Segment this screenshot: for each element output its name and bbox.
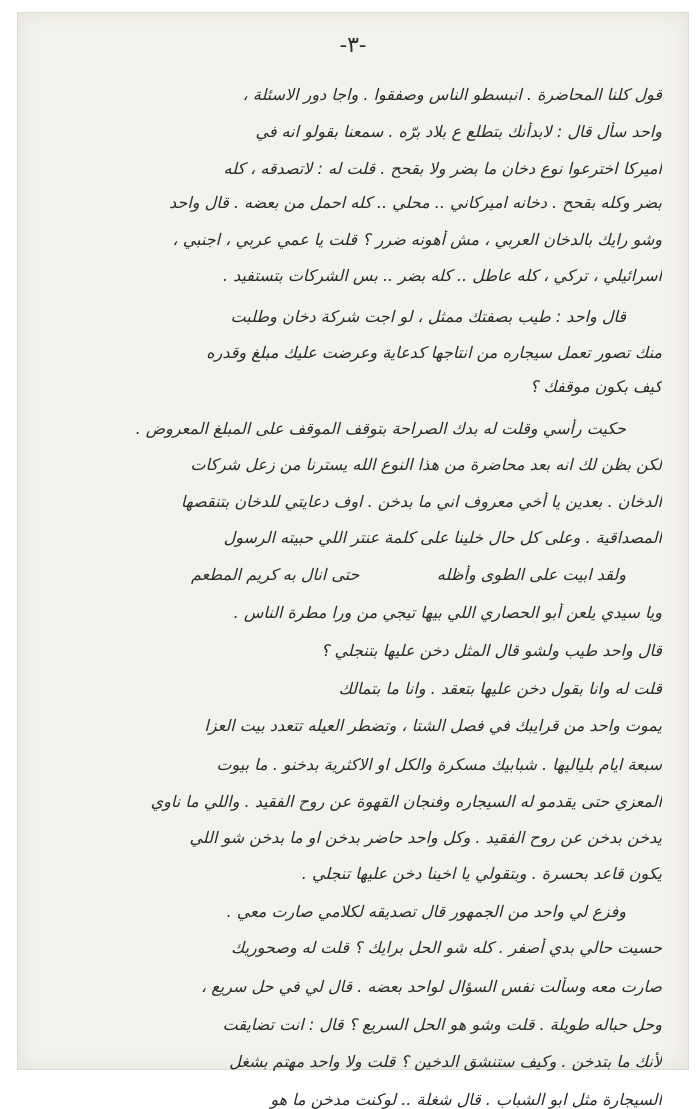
manuscript-line: قال واحد : طيب بصفتك ممثل ، لو اجت شركة دخان وطلبت	[230, 307, 626, 326]
manuscript-line: سبعة ايام بلياليها . شبابيك مسكرة والكل او الاكثرية بدخنو . ما بيوت	[216, 755, 662, 774]
manuscript-line: المعزي حتى يقدمو له السيجاره وفنجان القهوة عن روح الفقيد . واللي ما ناوي	[150, 792, 662, 811]
page-number: -٣-	[339, 33, 367, 58]
manuscript-sheet	[17, 12, 689, 1109]
manuscript-line: بضر وكله بقحح . دخانه اميركاني .. محلي .. كله احمل من بعضه . قال واحد	[169, 193, 662, 212]
manuscript-line: وشو رايك بالدخان العربي ، مش أهونه ضرر ؟ قلت يا عمي عربي ، اجنبي ،	[172, 230, 662, 249]
manuscript-line: لأنك ما بتدخن . وكيف ستنشق الدخين ؟ قلت ولا واحد مهتم بشغل	[229, 1052, 662, 1071]
manuscript-line: حكيت رأسي وقلت له بدك الصراحة بتوقف الموقف على المبلغ المعروض .	[135, 419, 626, 438]
manuscript-line: السيجارة مثل ابو الشباب . قال شغلة .. لوكنت مدخن ما هو	[270, 1090, 662, 1109]
manuscript-line: حسيت حالي بدي أصفر . كله شو الحل برايك ؟ قلت له وصحوريك	[231, 938, 662, 957]
manuscript-line: اسرائيلي ، تركي ، كله عاطل .. كله بضر .. بس الشركات بتستفيد .	[222, 266, 662, 285]
manuscript-line: قلت له وانا بقول دخن عليها بتعقد . وانا ما بتمالك	[338, 679, 662, 698]
manuscript-line: اميركا اخترعوا نوع دخان ما بضر ولا بقحح . قلت له : لاتصدقه ، كله	[223, 159, 662, 178]
manuscript-line	[41, 565, 626, 584]
manuscript-line: واحد سأل قال : لابدأنك بتطلع ع بلاد برّه . سمعنا بقولو انه في	[255, 122, 662, 141]
manuscript-line: وحل حباله طويلة . قلت وشو هو الحل السريع ؟ قال : انت تضايقت	[222, 1015, 662, 1034]
verse-second-hemistich: حتى انال به كريم المطعم	[191, 565, 360, 584]
manuscript-line: لكن بظن لك انه بعد محاضرة من هذا النوع الله يسترنا من زعل شركات	[190, 455, 662, 474]
manuscript-line: يكون قاعد بحسرة . وبتقولي يا اخينا دخن عليها تنجلي .	[301, 864, 662, 883]
manuscript-line: قال واحد طيب ولشو قال المثل دخن عليها بتنجلي ؟	[320, 641, 662, 660]
manuscript-line: منك تصور تعمل سيجاره من انتاجها كدعاية وعرضت عليك مبلغ وقدره	[206, 343, 662, 362]
manuscript-line: صارت معه وسألت نفس السؤال لواحد بعضه . قال لي في حل سريع ،	[200, 977, 662, 996]
manuscript-line: يدخن بدخن عن روح الفقيد . وكل واحد حاضر بدخن او ما بدخن شو اللي	[189, 828, 662, 847]
manuscript-line: يموت واحد من قرايبك في فصل الشتا ، وتضطر العيله تتعدد بيت العزا	[204, 716, 662, 735]
manuscript-line: وفزع لي واحد من الجمهور قال تصديقه لكلامي صارت معي .	[226, 902, 626, 921]
manuscript-line: ويا سيدي يلعن أبو الحصاري اللي بيها تيجي من ورا مطرة الناس .	[233, 603, 662, 622]
manuscript-line: الدخان . بعدين يا أخي معروف اني ما بدخن . اوف دعايتي للدخان بتنقصها	[180, 492, 662, 511]
manuscript-line: المصداقية . وعلى كل حال خلينا على كلمة عنتر اللي حبيته الرسول	[223, 528, 662, 547]
manuscript-line: قول كلنا المحاضرة . انبسطو الناس وصفقوا . واجا دور الاسئلة ،	[242, 85, 662, 104]
manuscript-line: كيف بكون موقفك ؟	[529, 377, 662, 396]
verse-first-hemistich: ولقد ابيت على الطوى وأظله	[436, 565, 626, 584]
